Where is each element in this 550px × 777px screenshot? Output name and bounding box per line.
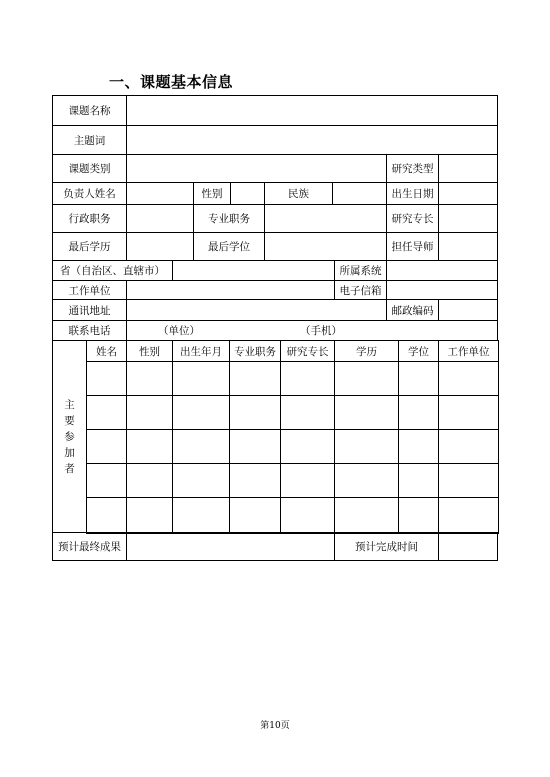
participant-cell-name[interactable] [86, 361, 127, 396]
page-number: 第10页 [260, 721, 290, 731]
topic-category-field[interactable] [126, 154, 387, 183]
label-topic-category: 课题类别 [52, 154, 127, 183]
participant-header-work-unit: 工作单位 [438, 340, 499, 362]
professional-position-field[interactable] [264, 204, 387, 233]
participant-cell-professional-position[interactable] [229, 395, 281, 430]
participant-header-research-specialty: 研究专长 [280, 340, 335, 362]
participant-cell-gender[interactable] [126, 361, 173, 396]
participant-cell-research-specialty[interactable] [280, 497, 335, 534]
participant-cell-gender[interactable] [126, 463, 173, 498]
label-work-unit: 工作单位 [52, 280, 127, 300]
label-birth-date: 出生日期 [386, 182, 439, 205]
participant-header-education: 学历 [334, 340, 399, 362]
participant-cell-degree[interactable] [398, 463, 439, 498]
phone-unit-label: （单位） [158, 325, 200, 337]
participant-cell-birth-month[interactable] [172, 497, 230, 534]
theme-word-field[interactable] [126, 125, 498, 155]
participant-cell-name[interactable] [86, 497, 127, 534]
participant-cell-birth-month[interactable] [172, 429, 230, 464]
postal-code-field[interactable] [438, 299, 498, 321]
label-expected-results: 预计最终成果 [52, 532, 127, 561]
participant-cell-work-unit[interactable] [438, 395, 499, 430]
birth-date-field[interactable] [438, 182, 498, 205]
participant-header-professional-position: 专业职务 [229, 340, 281, 362]
system-field[interactable] [386, 260, 498, 281]
province-field[interactable] [172, 260, 335, 281]
participant-cell-degree[interactable] [398, 429, 439, 464]
label-professional-position: 专业职务 [193, 204, 265, 233]
participant-cell-gender[interactable] [126, 395, 173, 430]
label-supervisor: 担任导师 [386, 232, 439, 261]
research-specialty-field[interactable] [438, 204, 498, 233]
participant-cell-work-unit[interactable] [438, 429, 499, 464]
participant-header-degree: 学位 [398, 340, 439, 362]
participant-cell-degree[interactable] [398, 395, 439, 430]
participant-cell-professional-position[interactable] [229, 463, 281, 498]
participant-cell-name[interactable] [86, 463, 127, 498]
label-system: 所属系统 [334, 260, 387, 281]
participant-cell-research-specialty[interactable] [280, 463, 335, 498]
participant-cell-gender[interactable] [126, 429, 173, 464]
highest-education-field[interactable] [126, 232, 194, 261]
participant-cell-gender[interactable] [126, 497, 173, 534]
label-expected-completion: 预计完成时间 [334, 532, 439, 561]
label-province: 省（自治区、直辖市） [52, 260, 173, 281]
participant-cell-birth-month[interactable] [172, 361, 230, 396]
email-field[interactable] [386, 280, 498, 300]
topic-name-field[interactable] [126, 95, 498, 126]
expected-completion-field[interactable] [438, 532, 498, 561]
label-admin-position: 行政职务 [52, 204, 127, 233]
participant-cell-professional-position[interactable] [229, 429, 281, 464]
label-theme-word: 主题词 [52, 125, 127, 155]
label-address: 通讯地址 [52, 299, 127, 321]
work-unit-field[interactable] [126, 280, 335, 300]
participants-label: 主 要 参 加 者 [52, 340, 87, 533]
participant-cell-name[interactable] [86, 429, 127, 464]
participant-header-name: 姓名 [86, 340, 127, 362]
label-leader-name: 负责人姓名 [52, 182, 127, 205]
participant-cell-work-unit[interactable] [438, 497, 499, 534]
participant-cell-professional-position[interactable] [229, 497, 281, 534]
participant-cell-name[interactable] [86, 395, 127, 430]
label-ethnicity: 民族 [264, 182, 333, 205]
expected-results-field[interactable] [126, 532, 335, 561]
supervisor-field[interactable] [438, 232, 498, 261]
participant-cell-degree[interactable] [398, 361, 439, 396]
leader-name-field[interactable] [126, 182, 194, 205]
participant-cell-research-specialty[interactable] [280, 361, 335, 396]
participant-cell-education[interactable] [334, 361, 399, 396]
label-phone: 联系电话 [52, 320, 127, 341]
phone-mobile-label: （手机） [300, 325, 342, 337]
gender-field[interactable] [230, 182, 265, 205]
admin-position-field[interactable] [126, 204, 194, 233]
label-highest-education: 最后学历 [52, 232, 127, 261]
participant-header-birth-month: 出生年月 [172, 340, 230, 362]
participant-cell-education[interactable] [334, 463, 399, 498]
participant-cell-research-specialty[interactable] [280, 395, 335, 430]
label-topic-name: 课题名称 [52, 95, 127, 126]
address-field[interactable] [126, 299, 387, 321]
participant-cell-work-unit[interactable] [438, 361, 499, 396]
participant-header-gender: 性别 [126, 340, 173, 362]
label-postal-code: 邮政编码 [386, 299, 439, 321]
highest-degree-field[interactable] [264, 232, 387, 261]
participant-cell-education[interactable] [334, 395, 399, 430]
section-title: 一、课题基本信息 [109, 73, 234, 91]
participant-cell-birth-month[interactable] [172, 463, 230, 498]
research-type-field[interactable] [438, 154, 498, 183]
participant-cell-degree[interactable] [398, 497, 439, 534]
participant-cell-education[interactable] [334, 429, 399, 464]
participant-cell-research-specialty[interactable] [280, 429, 335, 464]
label-research-type: 研究类型 [386, 154, 439, 183]
participant-cell-work-unit[interactable] [438, 463, 499, 498]
label-highest-degree: 最后学位 [193, 232, 265, 261]
label-research-specialty: 研究专长 [386, 204, 439, 233]
label-gender: 性别 [193, 182, 231, 205]
ethnicity-field[interactable] [332, 182, 387, 205]
participant-cell-birth-month[interactable] [172, 395, 230, 430]
participant-cell-professional-position[interactable] [229, 361, 281, 396]
participant-cell-education[interactable] [334, 497, 399, 534]
label-email: 电子信箱 [334, 280, 387, 300]
